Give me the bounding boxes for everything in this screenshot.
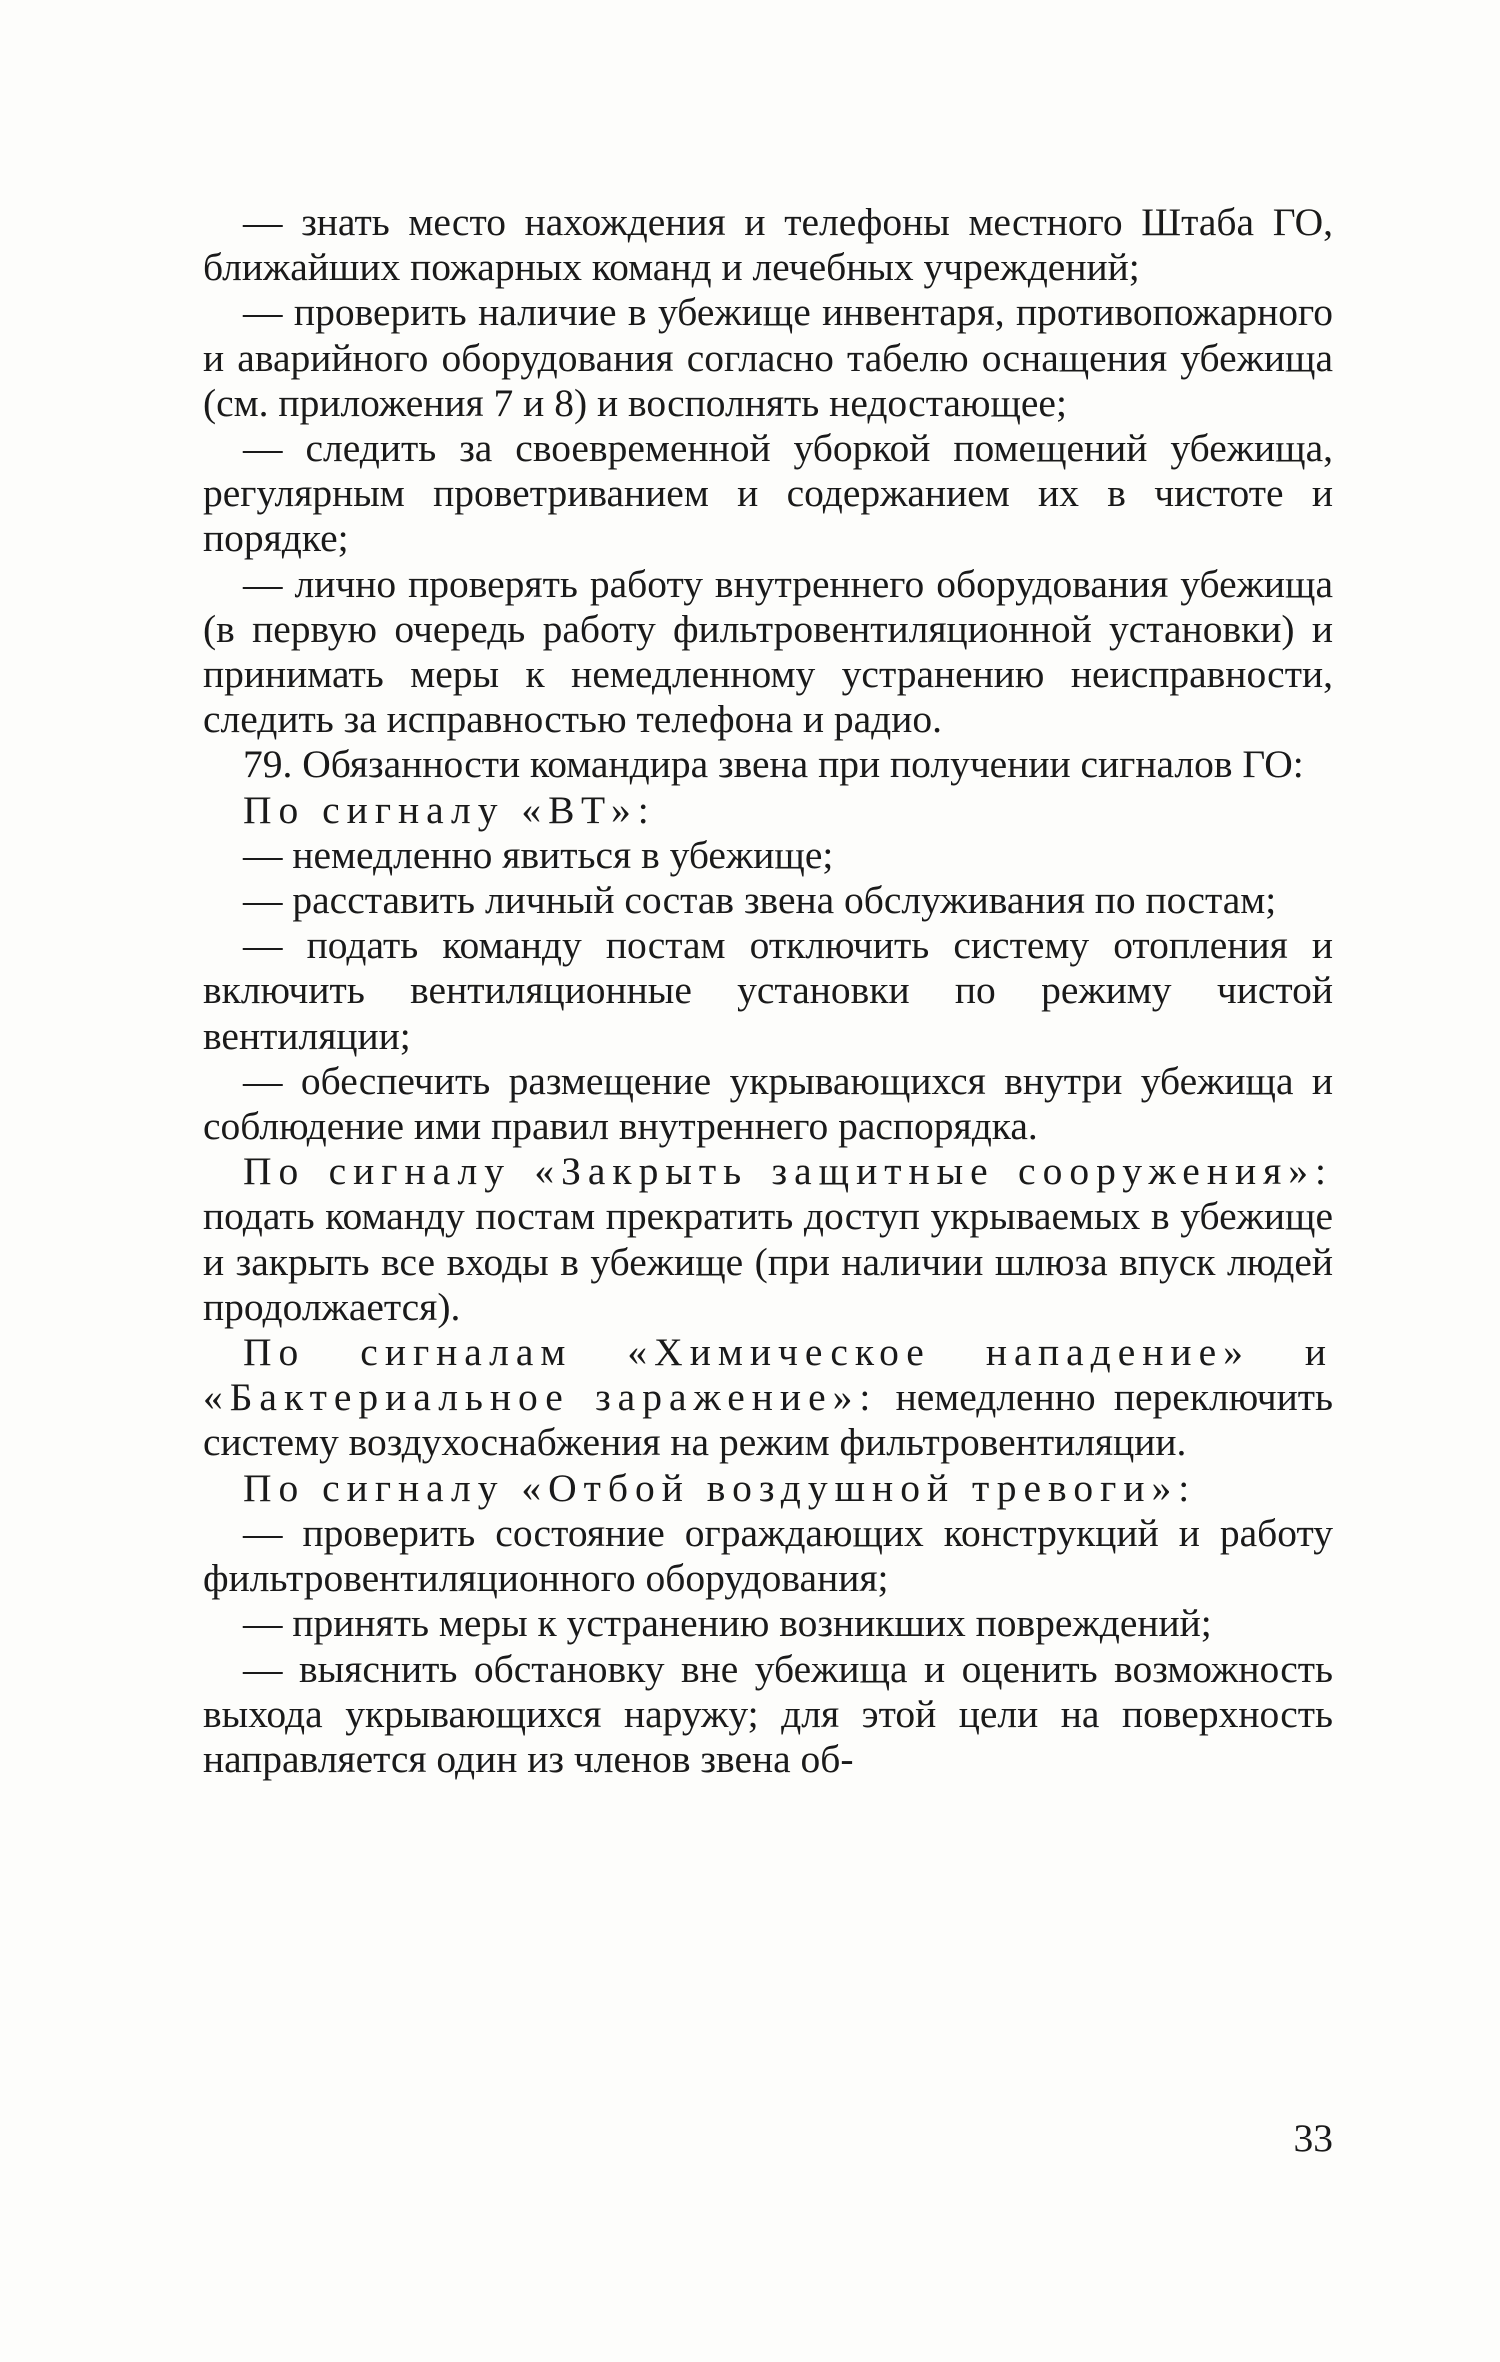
signal-allclear-label: По сигналу «Отбой воздушной тревоги»:: [243, 1465, 1197, 1510]
signal-chem-text: немедленно переключить систему воздухоснабжения на режим фильтровентиляции.: [203, 1375, 1334, 1465]
paragraph-check-inventory: — проверить наличие в убежище инвентаря, противопожарного и аварийного оборудования согласно табелю оснащения убежища (см. приложения 7 и 8) и восполнять недостающее;: [203, 290, 1333, 425]
paragraph-placement: — обеспечить размещение укрывающихся внутри убежища и соблюдение ими правил внутреннего распорядка.: [203, 1058, 1333, 1149]
paragraph-fix-damage: — принять меры к устранению возникших повреждений;: [243, 1601, 1212, 1646]
paragraph-check-structures: — проверить состояние ограждающих конструкций и работу фильтровентиляционного оборудования;: [203, 1510, 1333, 1601]
signal-vt-heading: [203, 788, 1333, 833]
paragraph-assign-posts: — расставить личный состав звена обслуживания по постам;: [243, 878, 1277, 923]
page-number: 33: [1293, 2116, 1333, 2160]
signal-close-text: подать команду постам прекратить доступ укрываемых в убежище и закрыть все входы в убежище (при наличии шлюза впуск людей продолжается).: [203, 1194, 1333, 1329]
signal-chem-paragraph: [203, 1330, 1333, 1466]
signal-vt-label: По сигналу «ВТ»:: [243, 787, 656, 832]
paragraph-know-contacts: — знать место нахождения и телефоны местного Штаба ГО, ближайших пожарных команд и лечебных учреждений;: [203, 200, 1333, 290]
paragraph-cleaning: — следить за своевременной уборкой помещений убежища, регулярным проветриванием и содержанием их в чистоте и порядке;: [203, 426, 1333, 561]
signal-close-label: По сигналу «Закрыть защитные сооружения»:: [243, 1149, 1333, 1194]
signal-chem-label: По сигналам «Химическое нападение» и «Бактериальное заражение»:: [203, 1330, 1333, 1420]
body-text: [203, 200, 1333, 1782]
signal-allclear-heading: [203, 1466, 1333, 1511]
paragraph-switch-ventilation: — подать команду постам отключить систему отопления и включить вентиляционные установки по режиму чистой вентиляции;: [203, 923, 1333, 1058]
paragraph-go-to-shelter: — немедленно явиться в убежище;: [243, 832, 834, 877]
paragraph-check-equipment: — лично проверять работу внутреннего оборудования убежища (в первую очередь работу фильтровентиляционной установки) и принимать меры к немедленному устранению неисправности, следить за исправностью телефона и радио.: [203, 561, 1333, 742]
paragraph-assess-situation: — выяснить обстановку вне убежища и оценить возможность выхода укрывающихся наружу; для этой цели на поверхность направляется один из членов звена об-: [203, 1646, 1333, 1781]
paragraph-section-79: 79. Обязанности командира звена при получении сигналов ГО:: [243, 742, 1304, 787]
signal-close-paragraph: [203, 1149, 1333, 1330]
